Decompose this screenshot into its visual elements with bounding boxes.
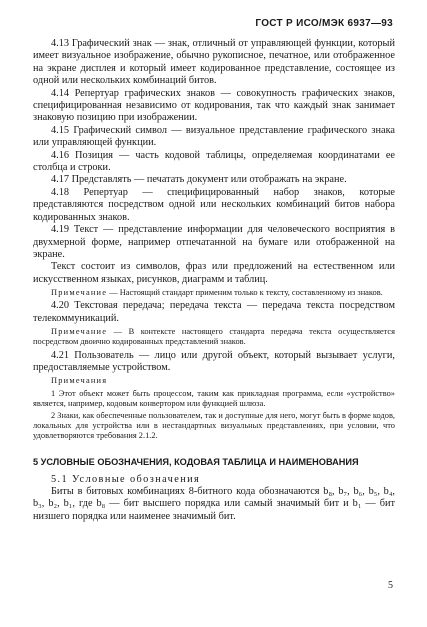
subsection-5-1-text: Биты в битовых комбинациях 8-битного кода обозначаются b₈, b₇, b₆, b₅, b₄, b₃, b₂, b₁, где b₈ — бит высшего порядка или самый значимый бит и b₁ — бит низшего порядка или наименее значимый бит. <box>33 485 395 522</box>
document-body <box>33 38 395 523</box>
note-text: — Настоящий стандарт применим только к тексту, составленному из знаков. <box>107 288 383 298</box>
note-4-19 <box>33 288 395 298</box>
clause-4-14: 4.14 Репертуар графических знаков — совокупность графических знаков, специфицированная независимо от кодирования, так что каждый знак занимает знаковую позицию при изображении. <box>33 87 395 124</box>
clause-4-21: 4.21 Пользователь — лицо или другой объект, который вызывает услуги, предоставляемые устройством. <box>33 349 395 373</box>
note-1: 1 Этот объект может быть процессом, таким как прикладная программа, если «устройство» является, например, кодовым конвертором или функцией шлюза. <box>33 388 395 408</box>
note-label: Примечание <box>51 288 108 298</box>
note-label: Примечание <box>51 327 108 337</box>
clause-4-18: 4.18 Репертуар — специфицированный набор знаков, которые представляются посредством одной или нескольких комбинаций битов набора кодированных знаков. <box>33 186 395 223</box>
clause-4-19-text: Текст состоит из символов, фраз или предложений на естественном или искусственном языках, рисунков, диаграмм и таблиц. <box>33 261 395 285</box>
notes-heading: Примечания <box>51 376 108 386</box>
section-5-title: 5 УСЛОВНЫЕ ОБОЗНАЧЕНИЯ, КОДОВАЯ ТАБЛИЦА И НАИМЕНОВАНИЯ <box>33 456 359 467</box>
note-2: 2 Знаки, как обеспеченные пользователем, так и доступные для него, могут быть в форме кодов, локальных для устройства или в нестандартных визуальных представлениях, при условии, что удовлетворяются требования 2.1.2. <box>33 410 395 441</box>
standard-header: ГОСТ Р ИСО/МЭК 6937—93 <box>255 18 393 29</box>
clause-4-19: 4.19 Текст — представление информации для человеческого восприятия в двухмерной форме, например отпечатанной на бумаге или отображенной на экране. <box>33 224 395 260</box>
clause-4-17: 4.17 Представлять — печатать документ или отображать на экране. <box>51 174 347 186</box>
page-number: 5 <box>388 580 393 591</box>
subsection-5-1-title: 5.1 Условные обозначения <box>51 473 201 485</box>
note-4-20 <box>33 327 395 347</box>
clause-4-15: 4.15 Графический символ — визуальное представление графического знака или управляющей функции. <box>33 124 395 149</box>
clause-4-13: 4.13 Графический знак — знак, отличный от управляющей функции, который имеет визуальное изображение, обычно рукописное, печатное, или отображенное на экране дисплея и который имеет кодированное представление, состоящее из одной или нескольких комбинаций битов. <box>33 38 395 87</box>
clause-4-20: 4.20 Текстовая передача; передача текста — передача текста посредством телекоммуникаций. <box>33 300 395 324</box>
note-text: — В контексте настоящего стандарта передача текста осуществляется посредством двоично кодированных представлений знаков. <box>33 327 395 347</box>
clause-4-16: 4.16 Позиция — часть кодовой таблицы, определяемая координатами ее столбца и строки. <box>33 149 395 174</box>
